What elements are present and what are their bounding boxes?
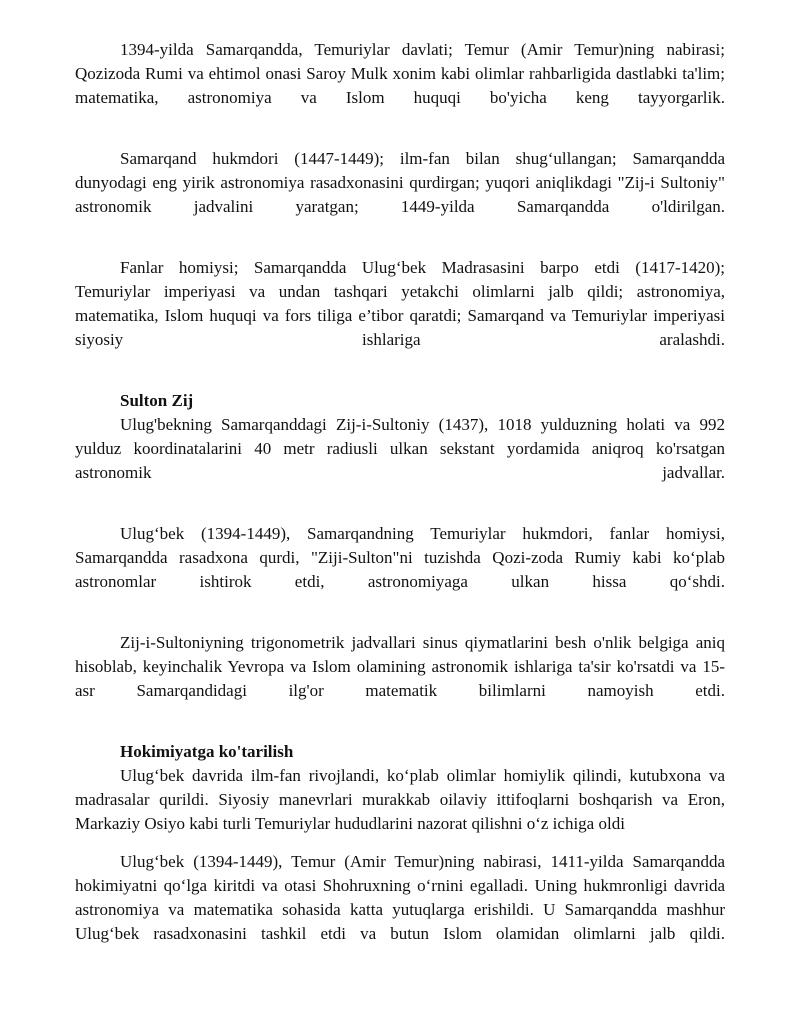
paragraph-trigonometric-tables: Zij-i-Sultoniyning trigonometrik jadvallari sinus qiymatlarini besh o'nlik belgiga aniq hisoblab, keyinchalik Yevropa va Islom olamining astronomik ishlariga ta'sir ko'rsatdi va 15-asr Samarqandidagi ilg'or matematik bilimlarni namoyish etdi.: [75, 633, 725, 700]
heading-sulton-zij: Sulton Zij: [120, 391, 194, 410]
paragraph-science-flourished: Ulug‘bek davrida ilm-fan rivojlandi, ko‘plab olimlar homiylik qilindi, kutubxona va madrasalar qurildi. Siyosiy manevrlari murakkab oilaviy ittifoqlarni boshqarish va Eron, Markaziy Osiyo kabi turli Temuriylar hududlarini nazorat qilishni o‘z ichiga oldi: [75, 766, 725, 833]
paragraph-ruler-samarkand: Samarqand hukmdori (1447-1449); ilm-fan bilan shug‘ullangan; Samarqandda dunyodagi eng yirik astronomiya rasadxonasini qurdirgan; yuqori aniqlikdagi "Zij-i Sultoniy" astronomik jadvalini yaratgan; 1449-yilda Samarqandda o'ldirilgan.: [75, 149, 725, 216]
paragraph-ulugbek-observatory: Ulug‘bek (1394-1449), Samarqandning Temuriylar hukmdori, fanlar homiysi, Samarqandda rasadxona qurdi, "Ziji-Sulton"ni tuzishda Qozi-zoda Rumiy kabi ko‘plab astronomlar ishtirok etdi, astronomiyaga ulkan hissa qo‘shdi.: [75, 524, 725, 591]
heading-rise-to-power: Hokimiyatga ko'tarilish: [120, 742, 294, 761]
paragraph-took-power: Ulug‘bek (1394-1449), Temur (Amir Temur)ning nabirasi, 1411-yilda Samarqandda hokimiyatni qo‘lga kiritdi va otasi Shohruxning o‘rnini egalladi. Uning hukmronligi davrida astronomiya va matematika sohasida katta yutuqlarga erishildi. U Samarqandda mashhur Ulug‘bek rasadxonasini tashkil etdi va butun Islom olamidan olimlarni jalb qildi.: [75, 852, 725, 943]
paragraph-patron-of-sciences: Fanlar homiysi; Samarqandda Ulug‘bek Madrasasini barpo etdi (1417-1420); Temuriylar imperiyasi va undan tashqari yetakchi olimlarni jalb qildi; astronomiya, matematika, Islom huquqi va fors tiliga e’tibor qaratdi; Samarqand va Temuriylar imperiyasi siyosiy ishlariga aralashdi.: [75, 258, 725, 349]
paragraph-zij-tables: Ulug'bekning Samarqanddagi Zij-i-Sultoniy (1437), 1018 yulduzning holati va 992 yulduz koordinatalarini 40 metr radiusli ulkan sekstant yordamida aniqroq ko'rsatgan astronomik jadvallar.: [75, 415, 725, 482]
paragraph-early-education: 1394-yilda Samarqandda, Temuriylar davlati; Temur (Amir Temur)ning nabirasi; Qozizoda Rumi va ehtimol onasi Saroy Mulk xonim kabi olimlar rahbarligida dastlabki ta'lim; matematika, astronomiya va Islom huquqi bo'yicha keng tayyorgarlik.: [75, 40, 725, 107]
